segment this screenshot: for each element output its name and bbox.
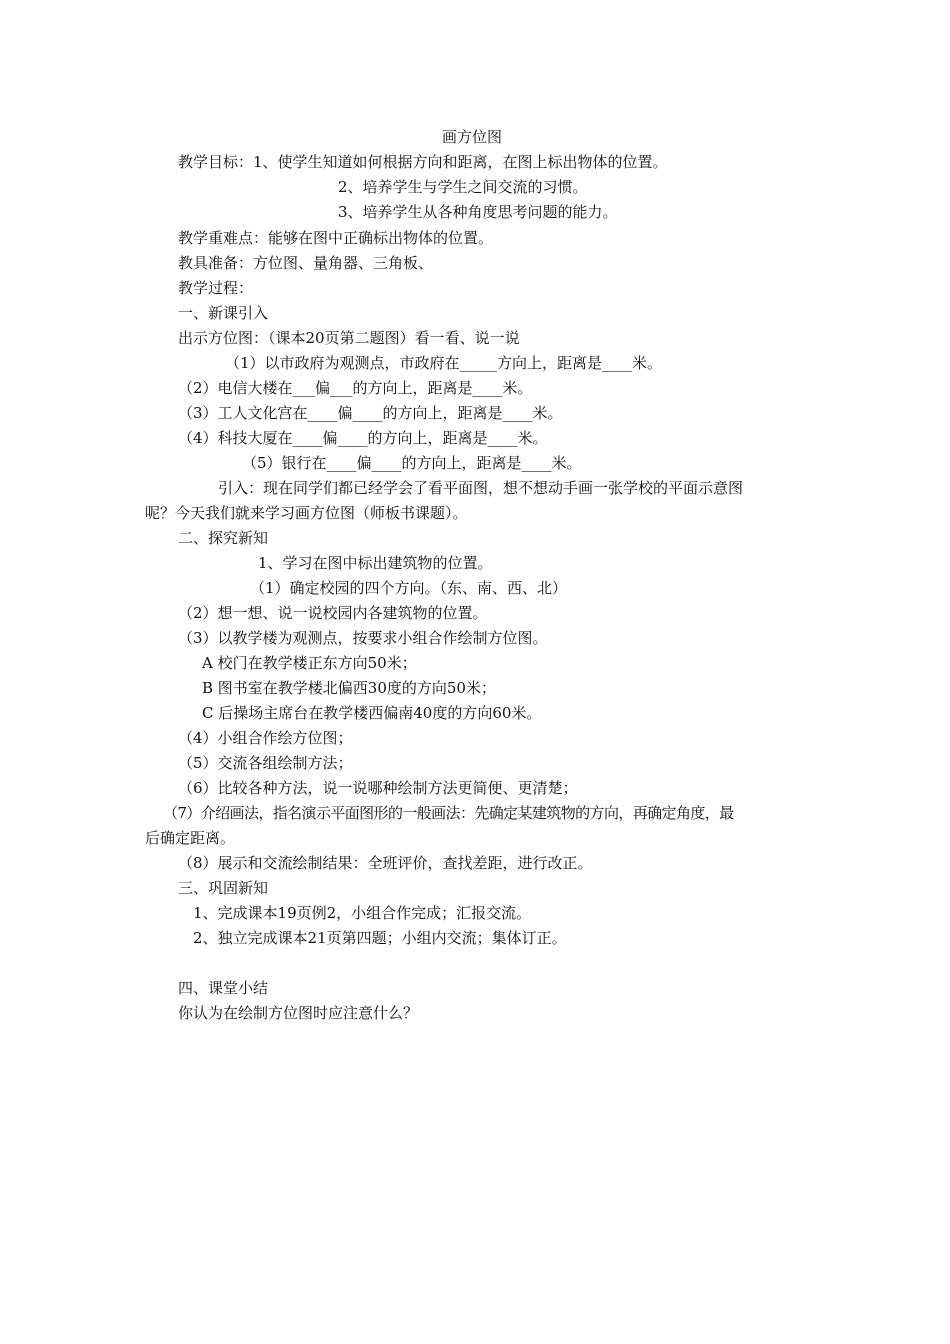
section-heading-2: 二、探究新知 (178, 529, 269, 547)
question-line-4: （4）科技大厦在____偏____的方向上，距离是____米。 (178, 429, 548, 447)
explore-line-7: （6）比较各种方法，说一说哪种绘制方法更简便、更清楚； (178, 779, 578, 797)
explore-line-8: （7）介绍画法，指名演示平面图形的一般画法：先确定某建筑物的方向，再确定角度，最 (163, 804, 734, 822)
materials-line: 教具准备：方位图、量角器、三角板、 (178, 254, 434, 272)
practice-line-1: 1、完成课本19页例2，小组合作完成；汇报交流。 (193, 904, 532, 922)
section-heading-4: 四、课堂小结 (178, 979, 269, 997)
task-c: C 后操场主席台在教学楼西偏南40度的方向60米。 (202, 704, 542, 722)
explore-line-2: （1）确定校园的四个方向。（东、南、西、北） (250, 579, 568, 597)
objective-line-1: 教学目标：1、使学生知道如何根据方向和距离，在图上标出物体的位置。 (178, 153, 668, 171)
question-line-5: （5）银行在____偏____的方向上，距离是____米。 (242, 454, 582, 472)
process-heading: 教学过程： (178, 279, 254, 297)
explore-line-4: （3）以教学楼为观测点，按要求小组合作绘制方位图。 (178, 629, 548, 647)
lead-in-line-1: 引入：现在同学们都已经学会了看平面图，想不想动手画一张学校的平面示意图 (218, 479, 744, 497)
objective-line-3: 3、培养学生从各种角度思考问题的能力。 (338, 203, 618, 221)
section-heading-3: 三、巩固新知 (178, 879, 269, 897)
intro-line: 出示方位图：（课本20页第二题图）看一看、说一说 (178, 329, 520, 347)
question-line-1: （1）以市政府为观测点，市政府在_____方向上，距离是____米。 (225, 354, 663, 372)
explore-line-8-cont: 后确定距离。 (145, 829, 236, 847)
objective-line-2: 2、培养学生与学生之间交流的习惯。 (338, 178, 588, 196)
explore-line-3: （2）想一想、说一说校园内各建筑物的位置。 (178, 604, 488, 622)
question-line-3: （3）工人文化宫在____偏____的方向上，距离是____米。 (178, 404, 563, 422)
section-heading-1: 一、新课引入 (178, 304, 269, 322)
question-line-2: （2）电信大楼在___偏___的方向上，距离是____米。 (178, 379, 533, 397)
summary-question: 你认为在绘制方位图时应注意什么？ (178, 1004, 419, 1022)
document-title: 画方位图 (442, 128, 503, 146)
practice-line-2: 2、独立完成课本21页第四题；小组内交流；集体订正。 (193, 929, 567, 947)
lead-in-line-2: 呢？今天我们就来学习画方位图（师板书课题）。 (145, 504, 468, 522)
explore-line-9: （8）展示和交流绘制结果：全班评价，查找差距，进行改正。 (178, 854, 593, 872)
explore-line-6: （5）交流各组绘制方法； (178, 754, 353, 772)
task-a: A 校门在教学楼正东方向50米； (202, 654, 417, 672)
explore-line-1: 1、学习在图中标出建筑物的位置。 (258, 554, 493, 572)
explore-line-5: （4）小组合作绘方位图； (178, 729, 353, 747)
task-b: B 图书室在教学楼北偏西30度的方向50米； (202, 679, 496, 697)
key-difficulty-line: 教学重难点：能够在图中正确标出物体的位置。 (178, 229, 494, 247)
